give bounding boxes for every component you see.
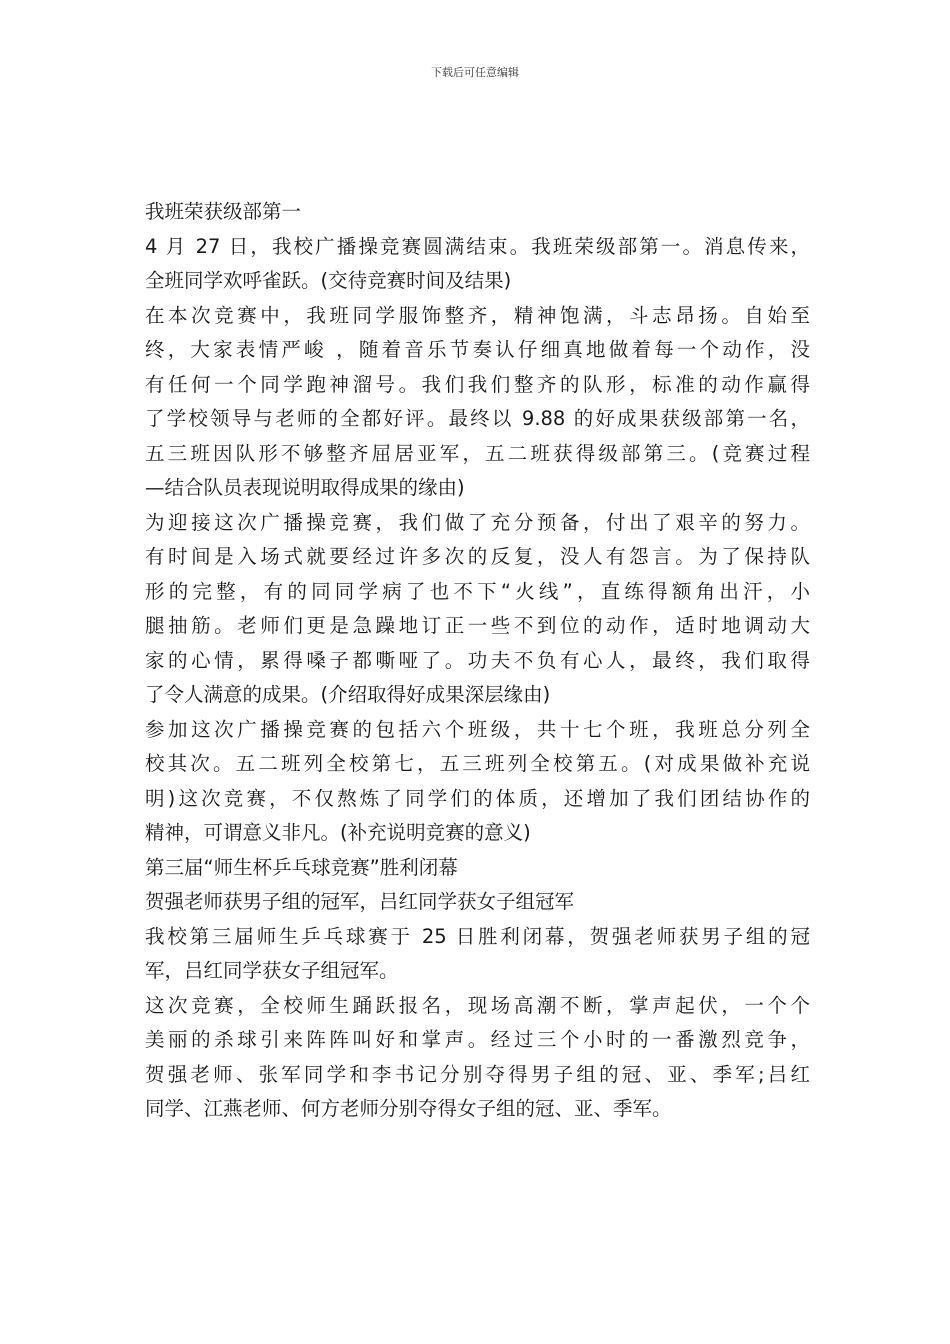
text-line: 五三班因队形不够整齐屈居亚军，五二班获得级部第三。(竞赛过程	[145, 441, 810, 465]
article-body	[145, 195, 810, 1127]
text-line: 全班同学欢呼雀跃。(交待竞赛时间及结果)	[145, 269, 512, 292]
page-header-note: 下载后可任意编辑	[431, 66, 519, 79]
text-line: 终，大家表情严峻 ，随着音乐节奏认仔细真地做着每一个动作，没	[145, 338, 810, 361]
text-line: —结合队员表现说明取得成果的缘由)	[145, 476, 465, 499]
text-line: 腿抽筋。老师们更是急躁地订正一些不到位的动作，适时地调动大	[145, 614, 810, 637]
text-line: 美丽的杀球引来阵阵叫好和掌声。经过三个小时的一番激烈竞争，	[145, 1028, 810, 1051]
text-line: 军，吕红同学获女子组冠军。	[145, 959, 399, 982]
text-line: 了令人满意的成果。(介绍取得好成果深层缘由)	[145, 683, 551, 706]
article-title-table-tennis: 第三届“师生杯乒乓球竞赛”胜利闭幕	[145, 855, 458, 879]
text-line: 校其次。五二班列全校第七，五三班列全校第五。(对成果做补充说	[145, 752, 810, 775]
text-line: 参加这次广播操竞赛的包括六个班级，共十七个班，我班总分列全	[145, 717, 810, 741]
text-line: 有任何一个同学跑神溜号。我们我们整齐的队形，标准的动作赢得	[145, 372, 810, 396]
text-line: 形的完整，有的同同学病了也不下“火线”，直练得额角出汗，小	[145, 579, 810, 603]
article-title-class-first: 我班荣获级部第一	[145, 200, 302, 223]
text-line: 了学校领导与老师的全都好评。最终以 9.88 的好成果获级部第一名，	[145, 407, 810, 430]
article-subtitle-winners: 贺强老师获男子组的冠军，吕红同学获女子组冠军	[145, 890, 575, 913]
text-line: 明)这次竞赛，不仅熬炼了同学们的体质，还增加了我们团结协作的	[145, 786, 810, 810]
text-line: 家的心情，累得嗓子都嘶哑了。功夫不负有心人，最终，我们取得	[145, 648, 810, 672]
text-line: 我校第三届师生乒乓球赛于 25 日胜利闭幕，贺强老师获男子组的冠	[145, 924, 810, 948]
text-line: 贺强老师、张军同学和李书记分别夺得男子组的冠、亚、季军;吕红	[145, 1062, 810, 1086]
text-line: 为迎接这次广播操竞赛，我们做了充分预备，付出了艰辛的努力。	[145, 510, 810, 534]
text-line: 这次竞赛，全校师生踊跃报名，现场高潮不断，掌声起伏，一个个	[145, 993, 810, 1017]
text-line: 精神，可谓意义非凡。(补充说明竞赛的意义)	[145, 821, 531, 844]
text-line: 在本次竞赛中，我班同学服饰整齐，精神饱满，斗志昂扬。自始至	[145, 303, 810, 327]
text-line: 同学、江燕老师、何方老师分别夺得女子组的冠、亚、季军。	[145, 1097, 672, 1120]
text-line: 有时间是入场式就要经过许多次的反复，没人有怨言。为了保持队	[145, 545, 810, 568]
text-line: 4 月 27 日，我校广播操竞赛圆满结束。我班荣级部第一。消息传来，	[145, 234, 810, 258]
